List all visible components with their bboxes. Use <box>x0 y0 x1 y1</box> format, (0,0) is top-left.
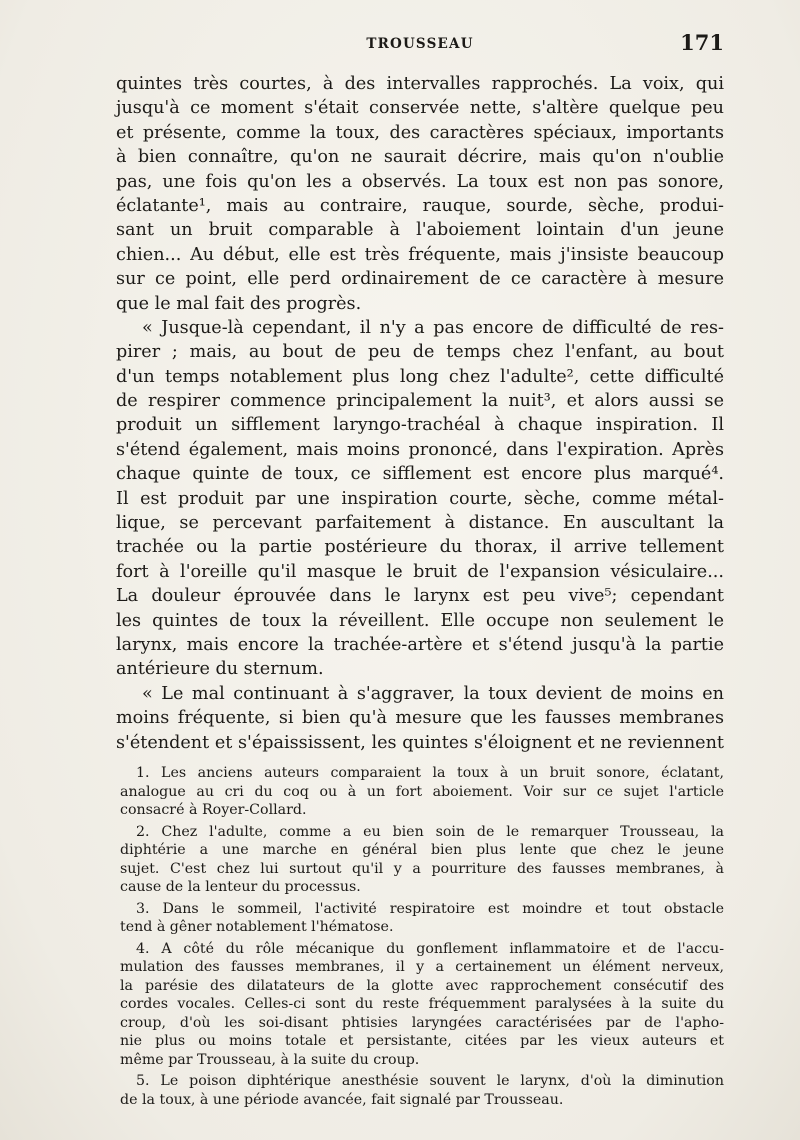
text-line: Il est produit par une inspiration courte, sèche, comme métal- <box>116 488 724 509</box>
footnote-line: tend à gêner notablement l'hématose. <box>120 919 394 935</box>
footnote-line: 4. A côté du rôle mécanique du gonflement inflammatoire et de l'accu- <box>136 940 724 957</box>
page-number: 171 <box>680 30 724 55</box>
text-line: lique, se percevant parfaitement à distance. En auscultant la <box>116 513 724 534</box>
footnote-line: nie plus ou moins totale et persistante, citées par les vieux auteurs et <box>120 1033 724 1049</box>
text-line: La douleur éprouvée dans le larynx est peu vive⁵; cependant <box>116 586 724 607</box>
text-line: chaque quinte de toux, ce sifflement est encore plus marqué⁴. <box>116 464 724 485</box>
text-line: de respirer commence principalement la nuit³, et alors aussi se <box>116 391 724 412</box>
footnote-line: 5. Le poison diphtérique anesthésie souvent le larynx, d'où la diminution <box>136 1073 724 1089</box>
text-line: s'étend également, mais moins prononcé, dans l'expiration. Après <box>116 439 724 460</box>
text-line: chien... Au début, elle est très fréquente, mais j'insiste beaucoup <box>116 244 724 265</box>
text-line: que le mal fait des progrès. <box>116 293 362 314</box>
text-line: pirer ; mais, au bout de peu de temps chez l'enfant, au bout <box>116 342 724 363</box>
text-line: sur ce point, elle perd ordinairement de ce caractère à mesure <box>116 269 724 290</box>
footnote-line: sujet. C'est chez lui surtout qu'il y a pourriture des fausses membranes, à <box>120 860 724 877</box>
text-line: jusqu'à ce moment s'était conservée nette, s'altère quelque peu <box>116 98 724 119</box>
text-line: les quintes de toux la réveillent. Elle occupe non seulement le <box>116 610 724 631</box>
footnote-line: même par Trousseau, à la suite du croup. <box>120 1051 420 1068</box>
footnote-line: 2. Chez l'adulte, comme a eu bien soin de le remarquer Trousseau, la <box>136 823 724 840</box>
footnotes <box>120 764 724 1109</box>
footnote-line: cordes vocales. Celles-ci sont du reste fréquemment paralysées à la suite du <box>120 996 724 1012</box>
main-text <box>116 72 724 755</box>
text-line: produit un sifflement laryngo-trachéal à chaque inspiration. Il <box>116 415 724 436</box>
text-line: éclatante¹, mais au contraire, rauque, sourde, sèche, produi- <box>116 195 724 216</box>
footnote-line: consacré à Royer-Collard. <box>120 802 307 818</box>
text-line: trachée ou la partie postérieure du thorax, il arrive tellement <box>116 537 724 558</box>
text-line: quintes très courtes, à des intervalles rapprochés. La voix, qui <box>116 74 724 94</box>
text-line: antérieure du sternum. <box>116 659 324 680</box>
text-line: d'un temps notablement plus long chez l'adulte², cette difficulté <box>116 366 724 387</box>
footnote-line: 1. Les anciens auteurs comparaient la toux à un bruit sonore, éclatant, <box>136 765 724 781</box>
running-head: TROUSSEAU <box>366 36 474 52</box>
footnote-line: 3. Dans le sommeil, l'activité respiratoire est moindre et tout obstacle <box>136 900 724 917</box>
text-line: larynx, mais encore la trachée-artère et s'étend jusqu'à la partie <box>116 634 724 655</box>
footnote-line: la parésie des dilatateurs de la glotte avec rapprochement consécutif des <box>120 977 724 994</box>
text-line: moins fréquente, si bien qu'à mesure que les fausses membranes <box>116 708 724 729</box>
text-line: « Jusque-là cependant, il n'y a pas encore de difficulté de res- <box>142 317 724 338</box>
page-header <box>116 30 724 62</box>
footnote-line: analogue au cri du coq ou à un fort aboiement. Voir sur ce sujet l'article <box>120 783 724 800</box>
footnote-line: mulation des fausses membranes, il y a certainement un élément nerveux, <box>120 959 724 975</box>
footnote-line: cause de la lenteur du processus. <box>120 879 361 895</box>
text-line: « Le mal continuant à s'aggraver, la toux devient de moins en <box>142 683 724 704</box>
footnote-line: croup, d'où les soi-disant phtisies laryngées caractérisées par de l'apho- <box>120 1014 724 1031</box>
text-line: et présente, comme la toux, des caractères spéciaux, importants <box>116 122 724 143</box>
text-line: s'étendent et s'épaississent, les quintes s'éloignent et ne reviennent <box>116 732 724 753</box>
footnote-line: de la toux, à une période avancée, fait signalé par Trousseau. <box>120 1091 564 1108</box>
text-line: sant un bruit comparable à l'aboiement lointain d'un jeune <box>116 220 724 241</box>
text-line: fort à l'oreille qu'il masque le bruit de l'expansion vésiculaire... <box>116 561 724 582</box>
text-line: pas, une fois qu'on les a observés. La toux est non pas sonore, <box>116 171 724 192</box>
footnote-line: diphtérie a une marche en général bien plus lente que chez le jeune <box>120 842 724 858</box>
text-line: à bien connaître, qu'on ne saurait décrire, mais qu'on n'oublie <box>116 147 724 168</box>
